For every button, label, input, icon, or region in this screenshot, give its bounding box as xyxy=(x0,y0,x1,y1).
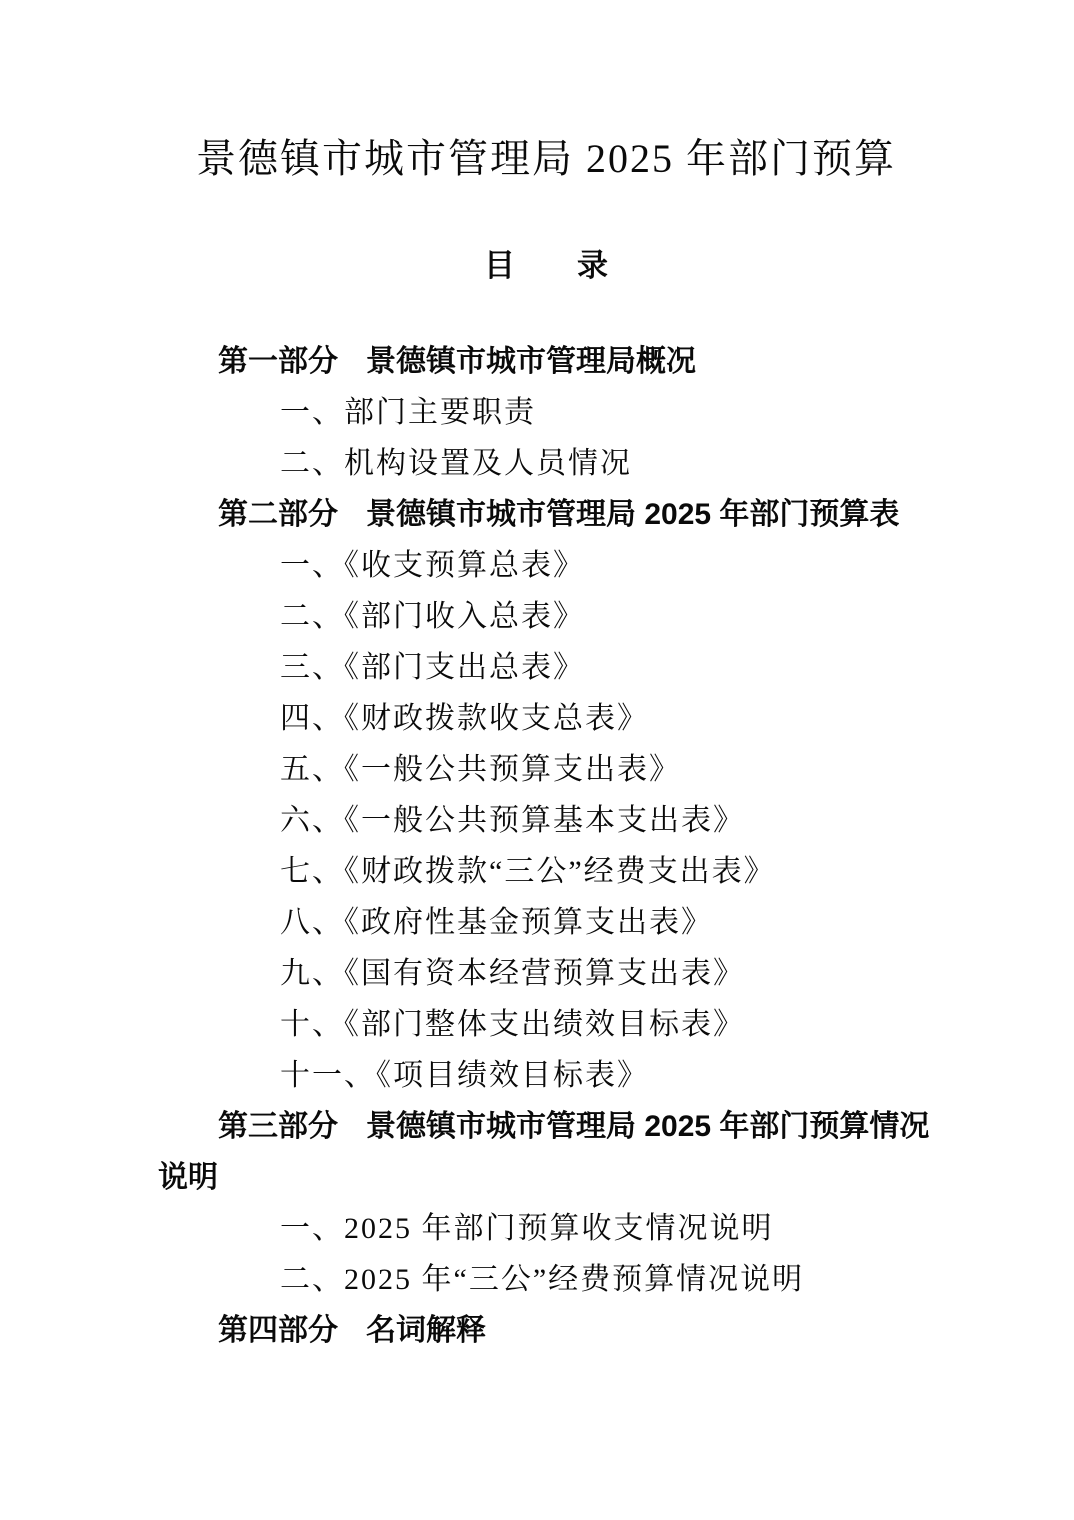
toc-item: 一、《收支预算总表》 xyxy=(280,549,585,582)
toc-item: 七、《财政拨款“三公”经费支出表》 xyxy=(280,855,776,888)
toc-item: 十、《部门整体支出绩效目标表》 xyxy=(280,1008,745,1041)
toc-item: 六、《一般公共预算基本支出表》 xyxy=(280,804,745,837)
toc-item: 五、《一般公共预算支出表》 xyxy=(280,753,681,786)
document-title: 景德镇市城市管理局 2025 年部门预算 xyxy=(196,136,896,181)
toc-item: 四、《财政拨款收支总表》 xyxy=(280,702,649,735)
toc-item: 二、《部门收入总表》 xyxy=(280,600,585,633)
toc-section-2-heading xyxy=(158,489,934,540)
section-title-text: 名词解释 xyxy=(366,1314,486,1347)
toc-section-1-heading xyxy=(158,336,934,387)
toc-section-4-heading xyxy=(158,1305,934,1356)
toc-item: 十一、《项目绩效目标表》 xyxy=(280,1059,649,1092)
section-title-text: 景德镇市城市管理局 2025 年部门预算情况说明 xyxy=(158,1110,930,1194)
section-title-text: 景德镇市城市管理局概况 xyxy=(366,345,696,378)
toc-item: 二、机构设置及人员情况 xyxy=(280,447,632,480)
toc-item: 一、2025 年部门预算收支情况说明 xyxy=(280,1212,774,1245)
toc-heading: 目 录 xyxy=(484,248,608,283)
section-title-text: 景德镇市城市管理局 2025 年部门预算表 xyxy=(366,498,900,531)
section-number: 第三部分 xyxy=(218,1110,338,1143)
section-number: 第二部分 xyxy=(218,498,338,531)
section-number: 第一部分 xyxy=(218,345,338,378)
toc-item: 三、《部门支出总表》 xyxy=(280,651,585,684)
table-of-contents xyxy=(158,336,934,1356)
section-number: 第四部分 xyxy=(218,1314,338,1347)
toc-item: 八、《政府性基金预算支出表》 xyxy=(280,906,713,939)
toc-item: 九、《国有资本经营预算支出表》 xyxy=(280,957,745,990)
toc-item: 二、2025 年“三公”经费预算情况说明 xyxy=(280,1263,805,1296)
toc-item: 一、部门主要职责 xyxy=(280,396,536,429)
toc-section-3-heading xyxy=(158,1101,934,1203)
